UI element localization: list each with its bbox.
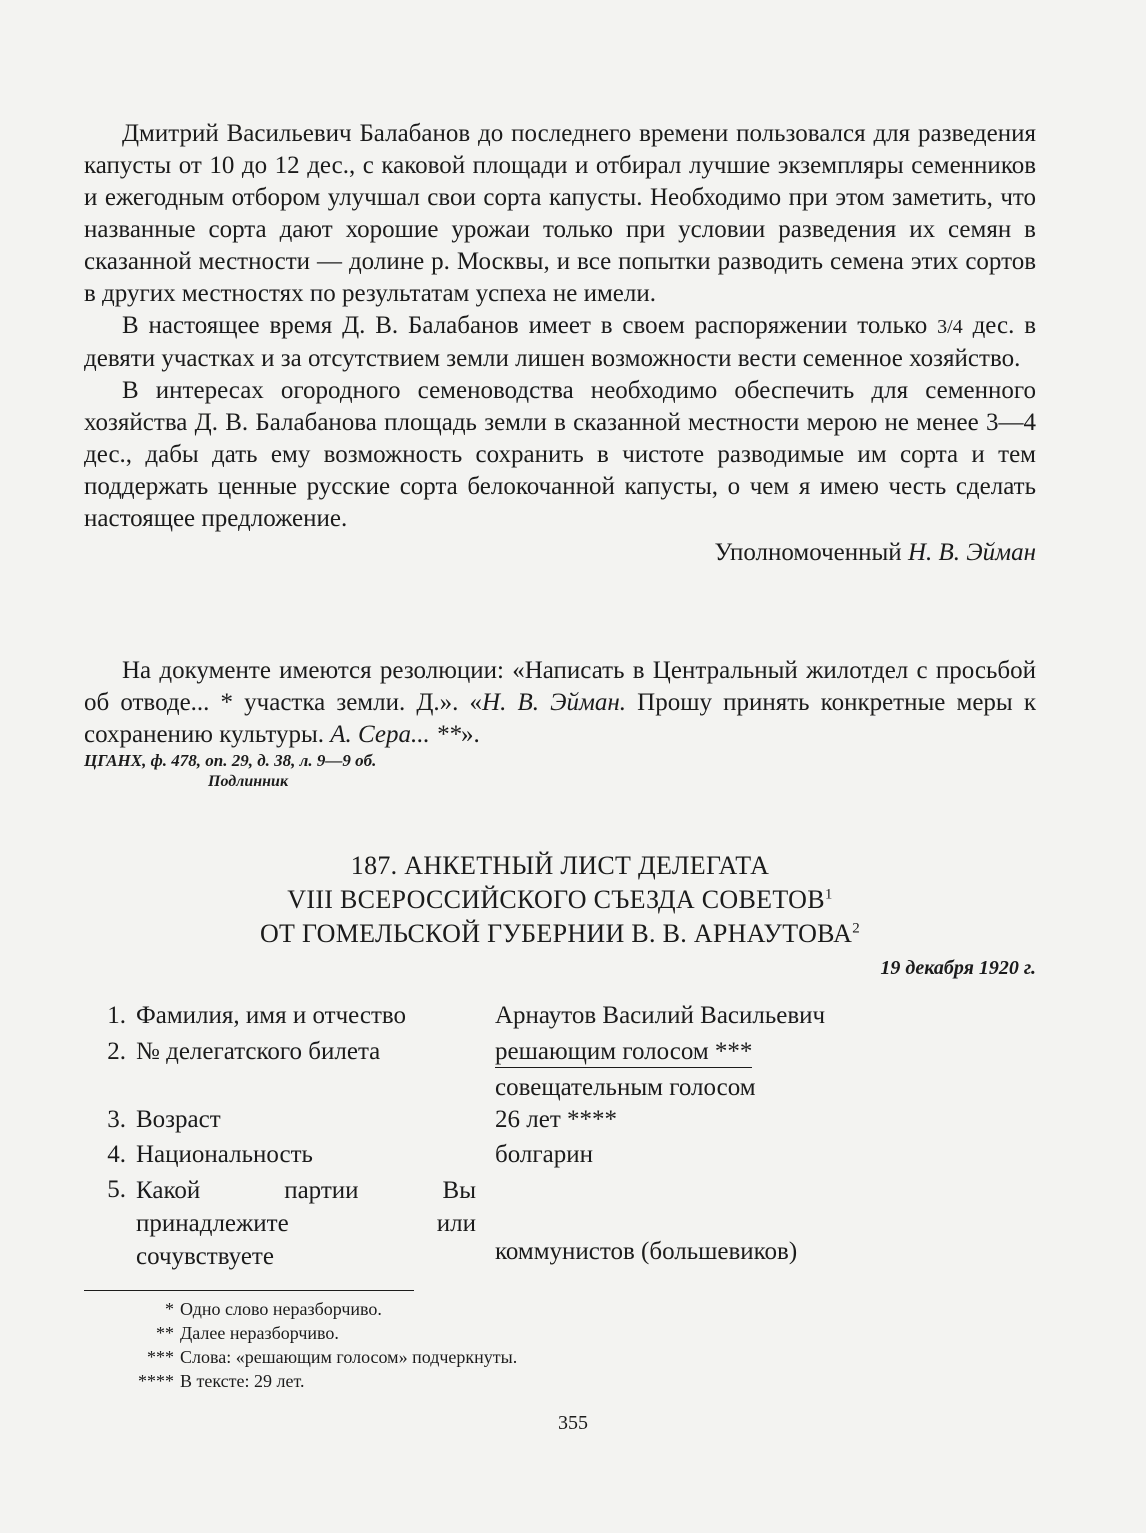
footnote-1: [84, 1298, 382, 1321]
signature: [84, 537, 1036, 569]
paragraph-2: [84, 310, 1036, 375]
question-text: Возраст: [136, 1106, 221, 1133]
question-number: 4.: [107, 1141, 126, 1168]
footnotes: [84, 1290, 1036, 1400]
paragraph-1: Дмитрий Васильевич Балабанов до последнего времени пользовался для разведения капусты от 10 до 12 дес., с каковой площади и отбирал лучшие экземпляры семенников и ежегодным отбором улучшал свои сорта капусты. Необходимо при этом заметить, что названные сорта дают хорошие урожаи только при условии разведения их семян в сказанной местности — долине р. Москвы, и все попытки разводить семена этих сортов в других местностях по результатам успеха не имели.: [84, 120, 1036, 307]
answer-vote: [495, 1036, 752, 1067]
footnote-text: Одно слово неразборчиво.: [180, 1299, 382, 1319]
answer-decisive-vote: решающим голосом ***: [495, 1038, 752, 1068]
answer-advisory-vote: совещательным голосом: [495, 1074, 756, 1101]
source-note: Подлинник: [208, 773, 289, 790]
title-footnote-2: 2: [852, 920, 861, 937]
date-block: [84, 957, 1036, 980]
title-line-1: 187. АНКЕТНЫЙ ЛИСТ ДЕЛЕГАТА: [350, 851, 770, 880]
footnote-4: [84, 1370, 305, 1393]
question-text: № делегатского билета: [136, 1038, 381, 1065]
title-footnote-1: 1: [824, 886, 833, 903]
resolution-paragraph: [84, 655, 1036, 751]
footnote-mark: ****: [138, 1371, 174, 1391]
question-number: 3.: [107, 1106, 126, 1133]
answer-name: Арнаутов Василий Васильевич: [495, 1002, 826, 1029]
footnote-mark: **: [156, 1323, 174, 1343]
title-line-3: [84, 917, 1036, 951]
question-text: Фамилия, имя и отчество: [136, 1002, 407, 1029]
resolution-block: [84, 655, 1036, 751]
question-number: 2.: [107, 1038, 126, 1065]
title-line-2-text: VIII ВСЕРОССИЙСКОГО СЪЕЗДА СОВЕТОВ: [287, 885, 825, 914]
document-date: 19 декабря 1920 г.: [880, 957, 1036, 979]
footnote-text: В тексте: 29 лет.: [180, 1371, 305, 1391]
footnote-mark: *: [165, 1299, 174, 1319]
resolution-part-a: На документе имеются резолюции: «Написать в Центральный жилотдел с просьбой об отводе... * участка земли. Д.». «: [84, 657, 1036, 716]
resolution-part-b: Прошу принять конкретные меры к сохранению культуры.: [84, 689, 1036, 748]
document-title: [84, 849, 1036, 951]
answer-age: 26 лет ****: [495, 1106, 617, 1133]
question-number: 5.: [107, 1176, 126, 1203]
answer-party: коммунистов (большевиков): [495, 1238, 798, 1265]
questionnaire-form: [84, 1000, 1036, 1300]
footnote-rule: [84, 1290, 414, 1291]
footnote-2: [84, 1322, 339, 1345]
question-text: Какой партии Вы принадлежите или сочувствуете: [136, 1177, 476, 1270]
signature-name: Н. В. Эйман: [907, 539, 1036, 566]
page-number: 355: [558, 1412, 588, 1434]
answer-nationality: болгарин: [495, 1141, 593, 1168]
source-block: [84, 750, 1036, 792]
footnote-text: Далее неразборчиво.: [180, 1323, 339, 1343]
paragraph-3: В интересах огородного семеноводства необходимо обеспечить для семенного хозяйства Д. В. Балабанова площадь земли в сказанной местности мерою не менее 3—4 дес., дабы дать ему возможность сохранить в чистоте разводимые им сорта и тем поддержать ценные русские сорта белокочанной капусты, о чем я имею честь сделать настоящее предложение.: [84, 377, 1036, 532]
fraction: 3/4: [937, 316, 963, 338]
signature-role: Уполномоченный: [714, 539, 908, 566]
footnote-text: Слова: «решающим голосом» подчеркнуты.: [180, 1347, 518, 1367]
paragraph-2-part-a: В настоящее время Д. В. Балабанов имеет в своем распоряжении только: [122, 312, 938, 339]
resolution-name-2: А. Сера... **: [330, 721, 461, 748]
question-number: 1.: [107, 1002, 126, 1029]
resolution-part-c: ».: [460, 721, 480, 748]
title-line-3-text: ОТ ГОМЕЛЬСКОЙ ГУБЕРНИИ В. В. АРНАУТОВА: [259, 919, 853, 948]
title-line-2: [84, 883, 1036, 917]
paragraph-2-part-b: дес. в девяти участках и за отсутствием земли лишен возможности вести семенное хозяйство.: [84, 312, 1037, 372]
letter-body: [84, 118, 1036, 569]
archive-source: ЦГАНХ, ф. 478, оп. 29, д. 38, л. 9—9 об.: [84, 751, 377, 770]
footnote-3: [84, 1346, 517, 1369]
resolution-name-1: Н. В. Эйман.: [482, 689, 627, 716]
question-text: Национальность: [136, 1141, 313, 1168]
footnote-mark: ***: [147, 1347, 174, 1367]
